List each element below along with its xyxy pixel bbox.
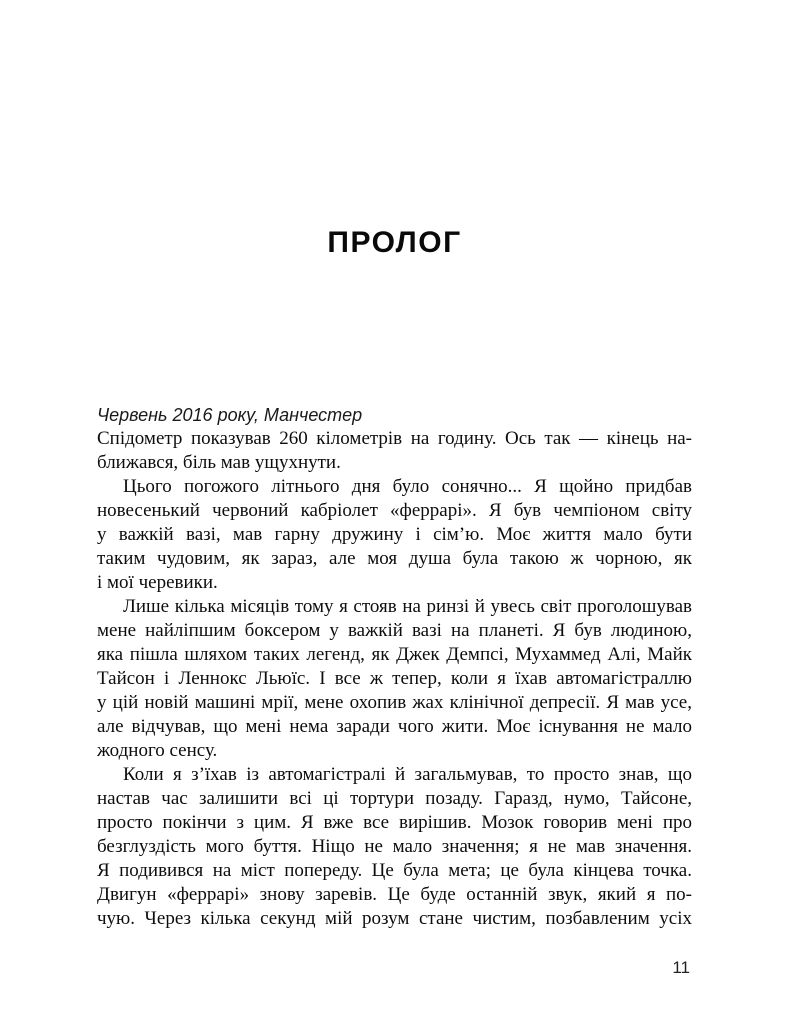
text-line: у важкій вазі, мав гарну дружину і сім’ю. Моє життя мало бути — [97, 524, 692, 545]
text-line: і мої черевики. — [97, 572, 218, 593]
text-line: безглуздість мого буття. Ніщо не мало значення; я не мав значення. — [97, 836, 692, 857]
text-line: Двигун «феррарі» знову заревів. Це буде останній звук, який я по- — [97, 884, 692, 905]
paragraph — [97, 427, 692, 475]
text-line: новесенький червоний кабріолет «феррарі». Я був чемпіоном світу — [97, 500, 692, 521]
paragraphs-container — [97, 427, 692, 931]
paragraph — [97, 475, 692, 595]
text-line: Я подивився на міст попереду. Це була мета; це була кінцева точка. — [97, 860, 692, 881]
text-line: Лише кілька місяців тому я стояв на ринзі й увесь світ проголошував — [123, 596, 692, 617]
paragraph — [97, 595, 692, 763]
text-line: яка пішла шляхом таких легенд, як Джек Демпсі, Мухаммед Алі, Майк — [97, 644, 692, 665]
text-line: чую. Через кілька секунд мій розум стане чистим, позбавленим усіх — [97, 908, 692, 929]
paragraph — [97, 763, 692, 931]
text-line: але відчував, що мені нема заради чого жити. Моє існування не мало — [97, 716, 692, 737]
text-line: ближався, біль мав ущухнути. — [97, 452, 341, 473]
text-line: жодного сенсу. — [97, 740, 218, 761]
text-line: настав час залишити всі ці тортури позаду. Гаразд, нумо, Тайсоне, — [97, 788, 692, 809]
page-number: 11 — [672, 958, 690, 977]
text-line: мене найліпшим боксером у важкій вазі на планеті. Я був людиною, — [97, 620, 692, 641]
text-line: у цій новій машині мрії, мене охопив жах клінічної депресії. Я мав усе, — [97, 692, 692, 713]
text-line: Цього погожого літнього дня було сонячно... Я щойно придбав — [123, 476, 692, 497]
chapter-title: ПРОЛОГ — [327, 226, 462, 259]
text-line: Коли я з’їхав із автомагістралі й загальмував, то просто знав, що — [123, 764, 692, 785]
text-line: таким чудовим, як зараз, але моя душа була такою ж чорною, як — [97, 548, 692, 569]
text-line: просто покінчи з цим. Я вже все вирішив. Мозок говорив мені про — [97, 812, 692, 833]
text-line: Спідометр показував 260 кілометрів на годину. Ось так — кінець на- — [97, 428, 692, 449]
dateline: Червень 2016 року, Манчестер — [97, 405, 363, 425]
text-line: Тайсон і Леннокс Льюїс. І все ж тепер, коли я їхав автомагістраллю — [97, 668, 692, 689]
text-block — [97, 403, 692, 931]
